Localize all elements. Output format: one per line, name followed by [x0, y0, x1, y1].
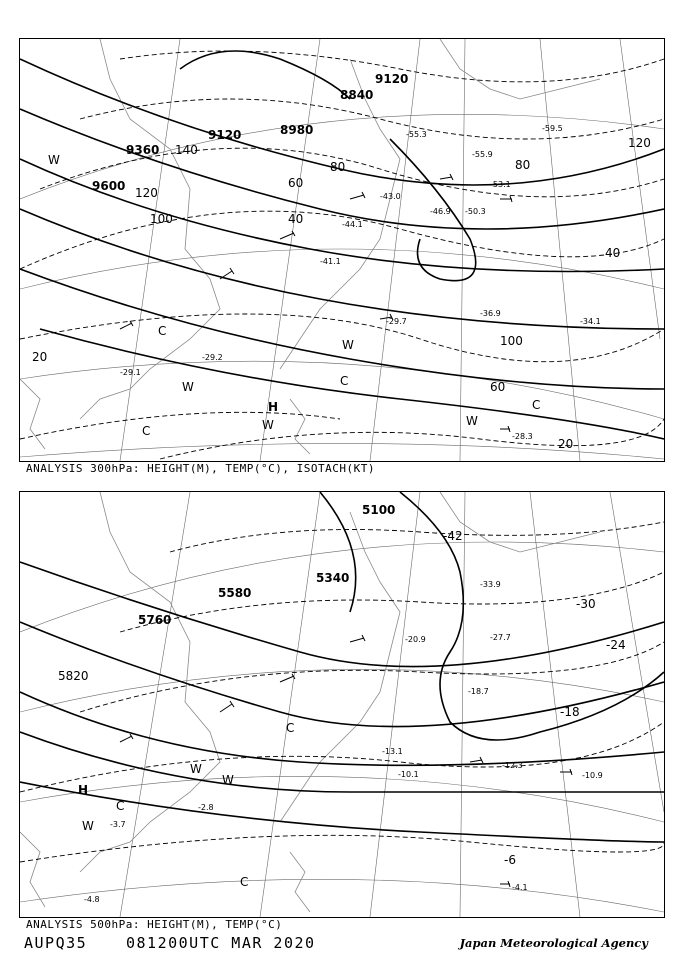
map-500hpa-canvas — [20, 492, 664, 917]
warm-center-marker: W — [182, 380, 194, 394]
warm-center-marker: W — [262, 418, 274, 432]
isotherm-label: -30 — [576, 597, 596, 611]
warm-center-marker: W — [342, 338, 354, 352]
height-label: 8840 — [340, 88, 374, 102]
height-label: 9360 — [126, 143, 160, 157]
temp-sample: -46.9 — [430, 207, 451, 216]
isotach-label: 100 — [150, 212, 173, 226]
high-pressure-marker: H — [78, 783, 89, 797]
map-300hpa-canvas — [20, 39, 664, 461]
graticule-300 — [20, 39, 664, 461]
height-label: 5580 — [218, 586, 252, 600]
temp-sample: -2.8 — [198, 803, 214, 812]
warm-center-marker: W — [466, 414, 478, 428]
isotherm-label: -6 — [504, 853, 516, 867]
warm-center-marker: W — [222, 773, 234, 787]
temp-sample: -36.9 — [480, 309, 501, 318]
isotach-label: 140 — [175, 143, 198, 157]
isotach-label: 120 — [628, 136, 651, 150]
height-label: 8980 — [280, 123, 314, 137]
isotherm-label: -24 — [606, 638, 626, 652]
warm-center-marker: W — [190, 762, 202, 776]
temp-sample: -44.1 — [342, 220, 363, 229]
isotach-label: 120 — [135, 186, 158, 200]
temp-sample: -10.1 — [398, 770, 419, 779]
temp-sample: -20.9 — [405, 635, 426, 644]
chart-identifier: AUPQ35 — [24, 934, 88, 952]
high-pressure-marker: H — [268, 400, 279, 414]
cold-center-marker: C — [116, 799, 125, 813]
isotach-label: 100 — [500, 334, 523, 348]
cold-center-marker: C — [532, 398, 541, 412]
contour-labels-500 — [58, 503, 626, 904]
isotach-label: 60 — [288, 176, 304, 190]
temp-sample: -33.9 — [480, 580, 501, 589]
isotherm-label: -18 — [560, 705, 580, 719]
height-label: 9600 — [92, 179, 126, 193]
isotach-label: 20 — [558, 437, 574, 451]
isotach-label: 20 — [32, 350, 48, 364]
isotach-label: 60 — [490, 380, 506, 394]
temp-sample: -27.7 — [490, 633, 511, 642]
temp-sample: -41.1 — [320, 257, 341, 266]
isotach-label: 40 — [605, 246, 621, 260]
temp-sample: -29.2 — [202, 353, 223, 362]
height-label: 5340 — [316, 571, 350, 585]
cold-center-marker: C — [286, 721, 295, 735]
height-label: 5760 — [138, 613, 172, 627]
height-label: 5820 — [58, 669, 89, 683]
warm-center-marker: W — [82, 819, 94, 833]
isotach-label: 80 — [330, 160, 346, 174]
height-label: 9120 — [208, 128, 242, 142]
cold-center-marker: C — [240, 875, 249, 889]
temp-sample: -55.9 — [472, 150, 493, 159]
temp-sample: -59.5 — [542, 124, 563, 133]
temp-sample: -4.1 — [512, 883, 528, 892]
map-300hpa — [19, 38, 665, 462]
temp-sample: -12.3 — [502, 761, 523, 770]
isotach-label: 40 — [288, 212, 304, 226]
cold-center-marker: C — [158, 324, 167, 338]
warm-center-marker: W — [48, 153, 60, 167]
caption-300hpa: ANALYSIS 300hPa: HEIGHT(M), TEMP(°C), ISOTACH(KT) — [26, 462, 376, 475]
temp-sample: -29.7 — [386, 317, 407, 326]
temp-sample: -55.3 — [406, 130, 427, 139]
contour-labels-300 — [32, 72, 651, 451]
height-label: 9120 — [375, 72, 409, 86]
agency-credit: Japan Meteorological Agency — [459, 936, 648, 950]
temp-sample: -53.1 — [490, 180, 511, 189]
temp-sample: -34.1 — [580, 317, 601, 326]
height-label: 5100 — [362, 503, 396, 517]
temp-sample: -28.3 — [512, 432, 533, 441]
valid-time: 081200UTC MAR 2020 — [126, 934, 316, 952]
cold-center-marker: C — [142, 424, 151, 438]
temp-sample: -29.1 — [120, 368, 141, 377]
temp-sample: -18.7 — [468, 687, 489, 696]
temp-sample: -13.1 — [382, 747, 403, 756]
temp-sample: -4.8 — [84, 895, 100, 904]
cold-center-marker: C — [340, 374, 349, 388]
isotherm-label: -42 — [443, 529, 463, 543]
caption-500hpa: ANALYSIS 500hPa: HEIGHT(M), TEMP(°C) — [26, 918, 283, 931]
temp-sample: -10.9 — [582, 771, 603, 780]
isotach-label: 80 — [515, 158, 531, 172]
map-500hpa — [19, 491, 665, 918]
temp-sample: -50.3 — [465, 207, 486, 216]
coastlines-300 — [20, 39, 600, 454]
temp-sample: -43.0 — [380, 192, 401, 201]
temp-sample: -3.7 — [110, 820, 126, 829]
